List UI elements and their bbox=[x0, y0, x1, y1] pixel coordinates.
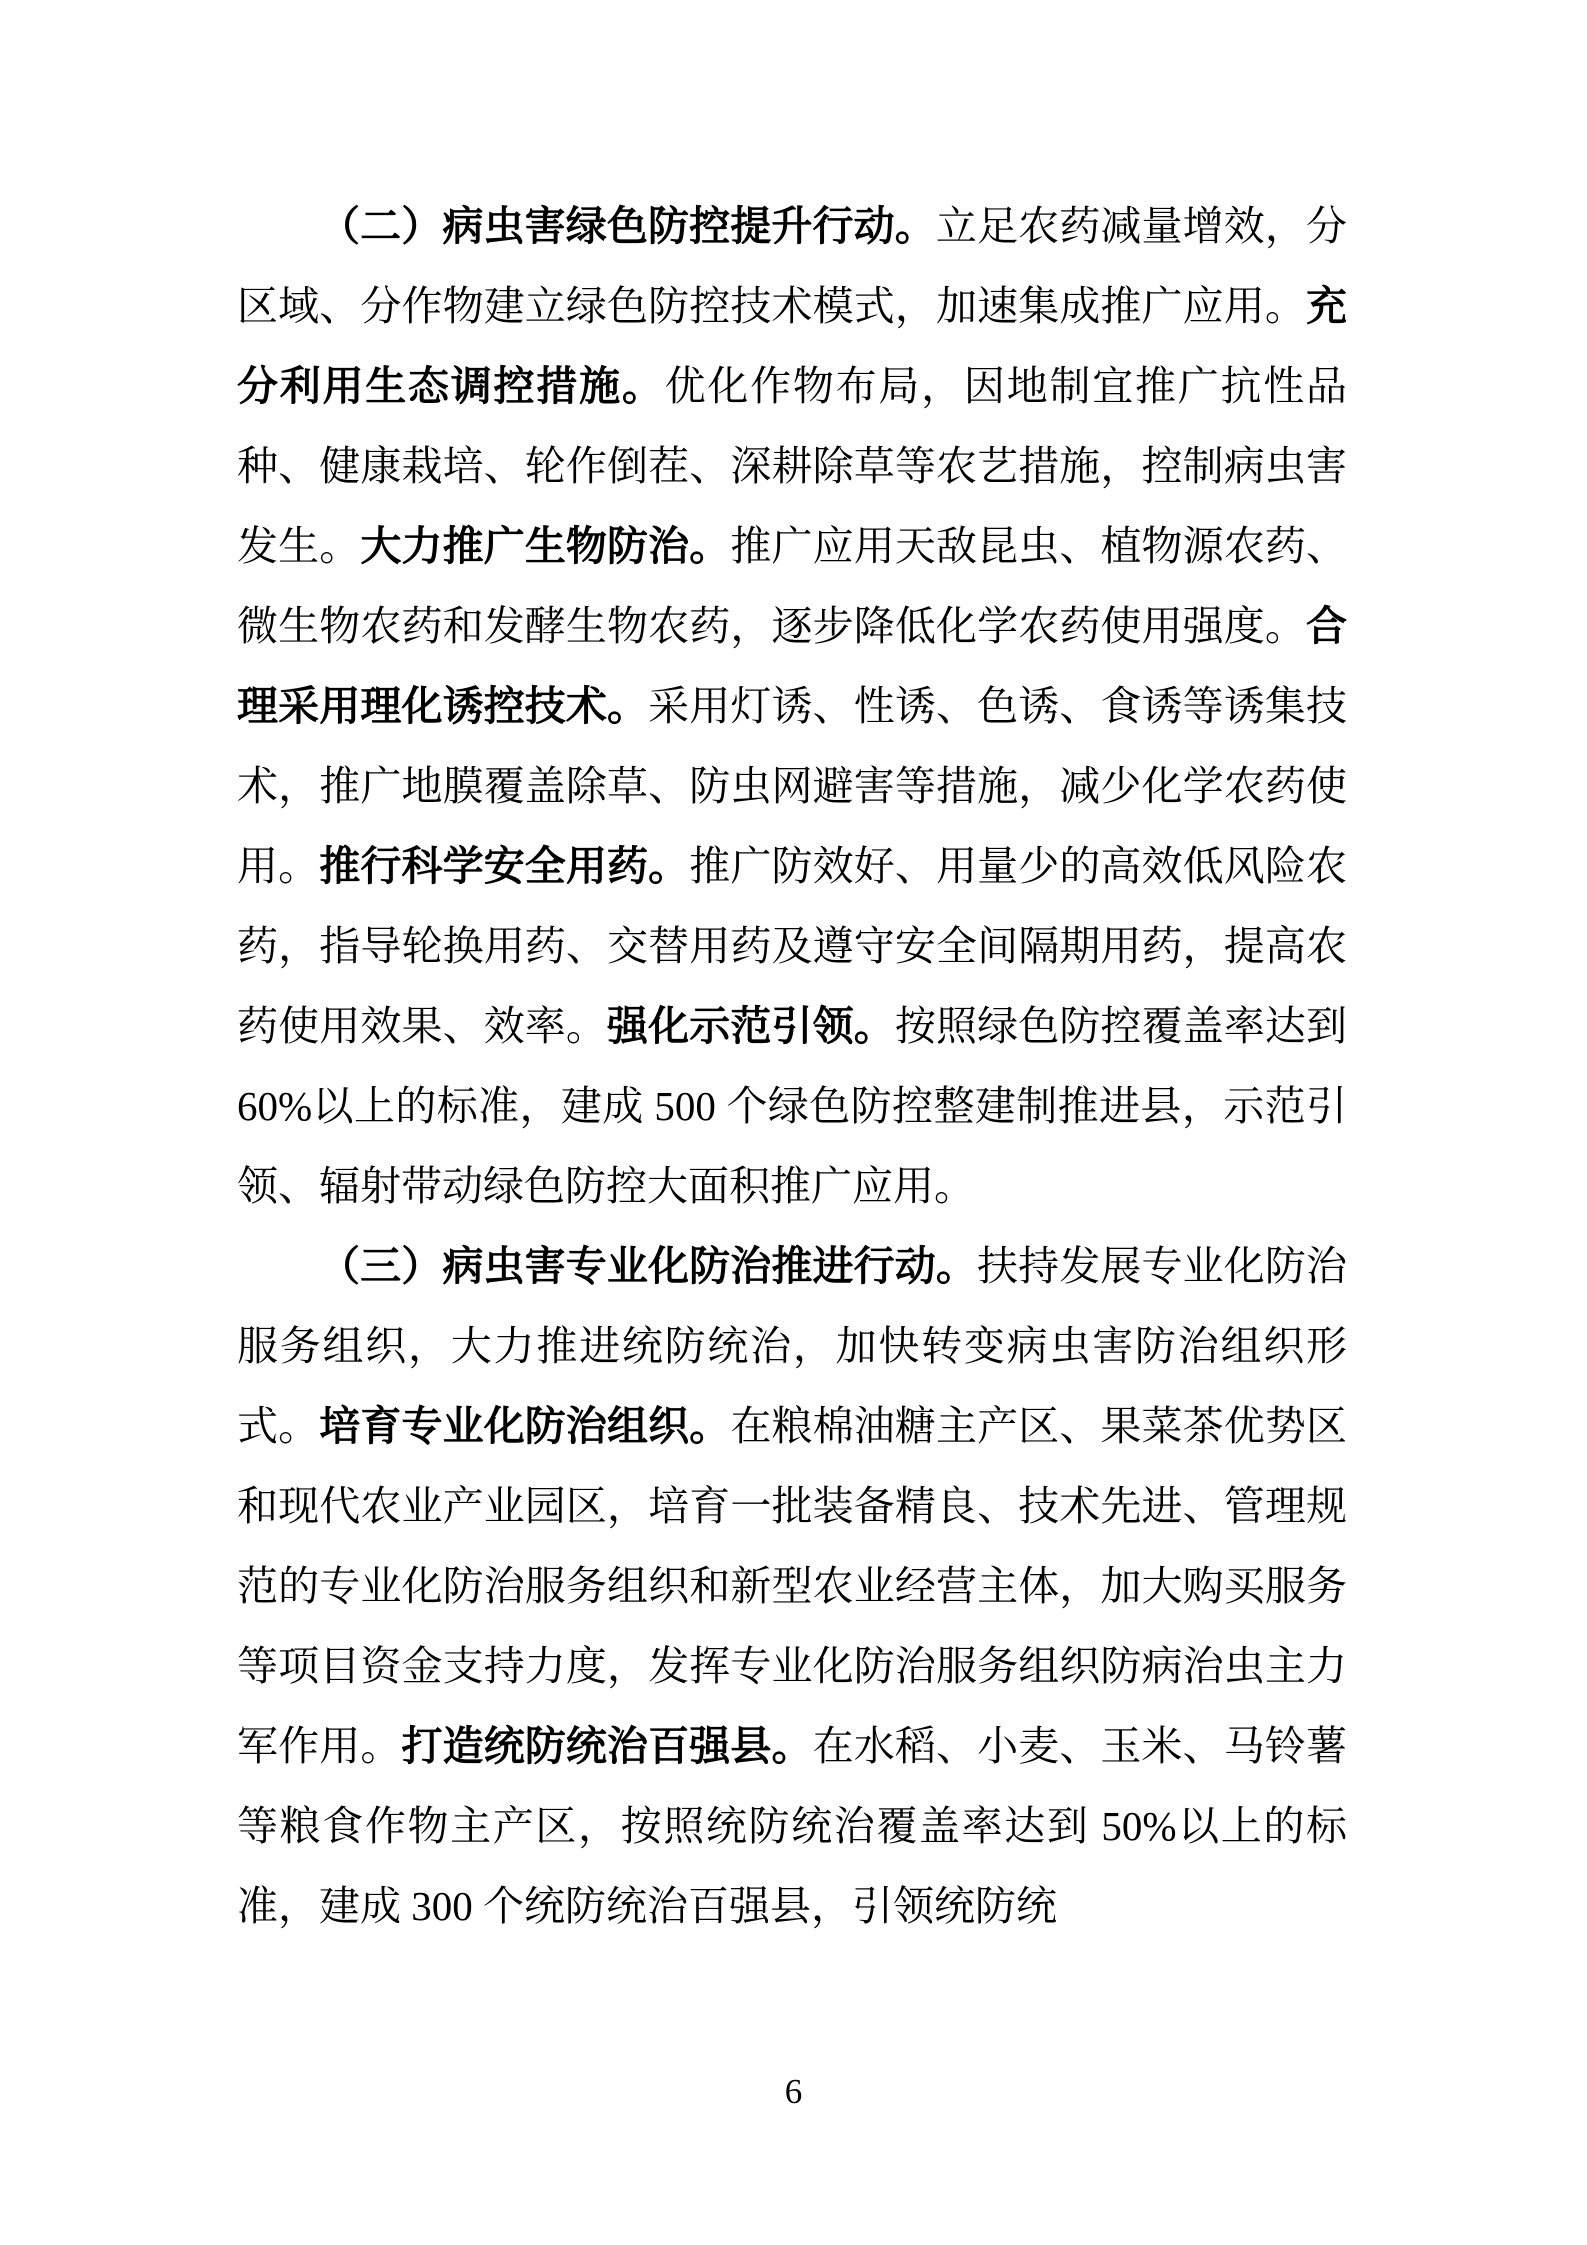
paragraph bbox=[237, 1226, 1347, 1946]
bold-run: 充分利用生态调控措施。 bbox=[237, 283, 1347, 409]
paragraph bbox=[237, 186, 1347, 1226]
text-run: 在粮棉油糖主产区、果菜茶优势区和现代农业产业园区，培育一批装备精良、技术先进、管理规范的专业化防治服务组织和新型农业经营主体，加大购买服务等项目资金支持力度，发挥专业化防治服务组织防病治虫主力军作用。 bbox=[237, 1403, 1348, 1769]
text-run: 按照绿色防控覆盖率达到 60%以上的标准，建成 500 个绿色防控整建制推进县，示范引领、辐射带动绿色防控大面积推广应用。 bbox=[237, 1003, 1348, 1209]
bold-run: 推行科学安全用药。 bbox=[319, 843, 690, 889]
text-run: 扶持发展专业化防治服务组织，大力推进统防统治，加快转变病虫害防治组织形式。 bbox=[237, 1243, 1347, 1449]
bold-run: 合理采用理化诱控技术。 bbox=[237, 603, 1347, 729]
bold-run: 培育专业化防治组织。 bbox=[319, 1403, 731, 1449]
bold-run: （二）病虫害绿色防控提升行动。 bbox=[319, 203, 936, 249]
text-run: 推广应用天敌昆虫、植物源农药、微生物农药和发酵生物农药，逐步降低化学农药使用强度。 bbox=[237, 523, 1348, 649]
text-run: 在水稻、小麦、玉米、马铃薯等粮食作物主产区，按照统防统治覆盖率达到 50%以上的标准，建成 300 个统防统治百强县，引领统防统 bbox=[237, 1723, 1348, 1929]
bold-run: 大力推广生物防治。 bbox=[360, 523, 731, 569]
text-run: 立足农药减量增效，分区域、分作物建立绿色防控技术模式，加速集成推广应用。 bbox=[237, 203, 1347, 329]
text-run: 采用灯诱、性诱、色诱、食诱等诱集技术，推广地膜覆盖除草、防虫网避害等措施，减少化学农药使用。 bbox=[237, 683, 1348, 889]
bold-run: 打造统防统治百强县。 bbox=[401, 1723, 813, 1769]
text-run: 推广防效好、用量少的高效低风险农药，指导轮换用药、交替用药及遵守安全间隔期用药，提高农药使用效果、效率。 bbox=[237, 843, 1348, 1049]
text-run: 优化作物布局，因地制宜推广抗性品种、健康栽培、轮作倒茬、深耕除草等农艺措施，控制病虫害发生。 bbox=[237, 363, 1348, 569]
bold-run: （三）病虫害专业化防治推进行动。 bbox=[319, 1243, 977, 1289]
bold-run: 强化示范引领。 bbox=[607, 1003, 895, 1049]
document-body bbox=[237, 186, 1347, 1946]
page-number: 6 bbox=[784, 2072, 803, 2111]
